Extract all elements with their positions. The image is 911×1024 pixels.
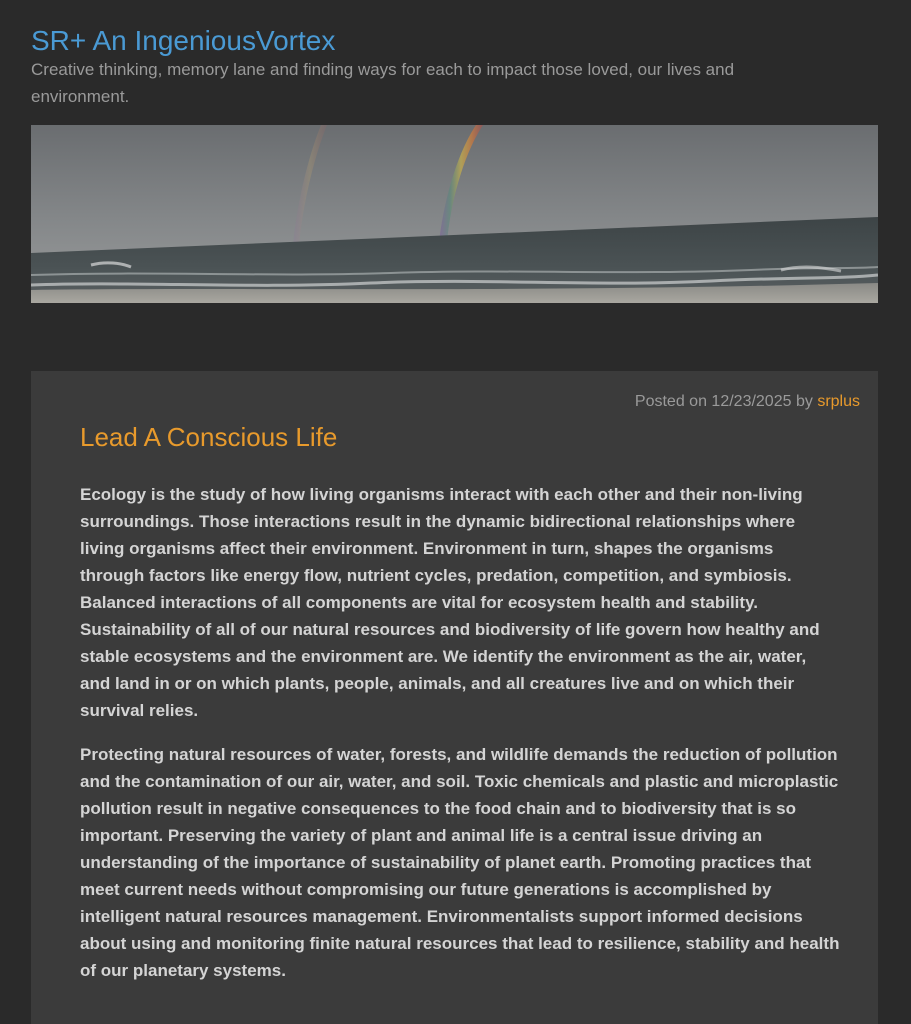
site-tagline: Creative thinking, memory lane and finding ways for each to impact those loved, our lives and environment. [31, 60, 735, 106]
blog-post [31, 371, 878, 1024]
post-body [80, 481, 840, 1001]
post-paragraph: Ecology is the study of how living organisms interact with each other and their non-living surroundings. Those interactions result in the dynamic bidirectional relationships where living organisms affect their environment. Environment in turn, shapes the organisms through factors like energy flow, nutrient cycles, predation, competition, and symbiosis. Balanced interactions of all components are vital for ecosystem health and stability. Sustainability of all of our natural resources and biodiversity of life govern how healthy and stable ecosystems and the environment are. We identify the environment as the air, water, and land in or on which plants, people, animals, and all creatures live and on which their survival relies. [80, 485, 820, 720]
post-meta-by: by [795, 393, 813, 410]
header-banner-image [31, 125, 878, 303]
site-title-link[interactable]: SR+ An IngeniousVortex [31, 25, 336, 56]
post-title: Lead A Conscious Life [80, 422, 338, 452]
post-date[interactable]: 12/23/2025 [711, 393, 792, 410]
post-meta [635, 393, 860, 411]
post-meta-prefix: Posted on [634, 393, 707, 410]
post-author-link[interactable]: srplus [817, 393, 860, 410]
post-paragraph: Protecting natural resources of water, forests, and wildlife demands the reduction of pollution and the contamination of our air, water, and soil. Toxic chemicals and plastic and microplastic pollution result in negative consequences to the food chain and to biodiversity that is so important. Preserving the variety of plant and animal life is a central issue driving an understanding of the importance of sustainability of planet earth. Promoting practices that meet current needs without compromising our future generations is accomplished by intelligent natural resources management. Environmentalists support informed decisions about using and monitoring finite natural resources that lead to resilience, stability and health of our planetary systems. [80, 745, 840, 980]
